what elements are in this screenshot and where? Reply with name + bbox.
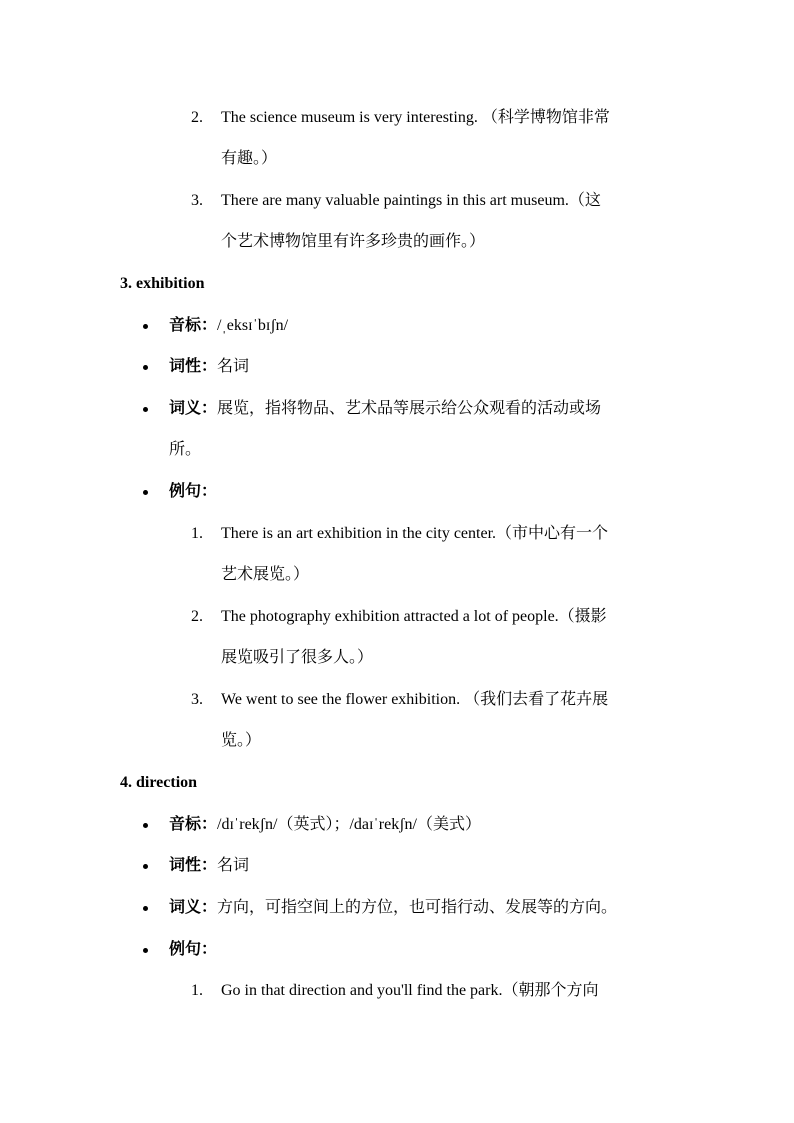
phonetic-value: /dɪˈrekʃn/（英式）；/daɪˈrekʃn/（美式） [217,816,481,833]
examples-label: 例句： [169,941,218,958]
example-text-cont: 艺术展览。） [221,566,310,583]
example-number: 1. [191,525,203,542]
pos-value: 名词 [217,857,250,874]
example-text-cont: 个艺术博物馆里有许多珍贵的画作。） [221,233,486,250]
example-text: There is an art exhibition in the city center.（市中心有一个 [221,525,609,542]
example-text: The science museum is very interesting. （科学博物馆非常 [221,109,610,126]
pos-label: 词性： [169,358,218,375]
pos-line [169,356,249,378]
phonetic-value: /ˌeksɪˈbɪʃn/ [217,317,289,334]
example-text-cont: 览。） [221,732,262,749]
example-number: 2. [191,608,203,625]
meaning-line [169,398,601,420]
phonetic-label: 音标： [169,816,218,833]
example-number: 3. [191,691,203,708]
meaning-label: 词义： [169,400,218,417]
pos-value: 名词 [217,358,250,375]
bullet-dot [143,365,148,370]
phonetic-line [169,814,481,836]
meaning-line [169,897,617,919]
examples-label: 例句： [169,483,218,500]
phonetic-line [169,315,288,337]
meaning-cont: 所。 [169,441,202,458]
phonetic-label: 音标： [169,317,218,334]
bullet-dot [143,906,148,911]
example-text: There are many valuable paintings in this art museum.（这 [221,192,601,209]
section-heading: 4. direction [120,774,198,791]
bullet-dot [143,407,148,412]
bullet-dot [143,948,148,953]
example-text: The photography exhibition attracted a lot of people.（摄影 [221,608,607,625]
meaning-value: 展览，指将物品、艺术品等展示给公众观看的活动或场 [217,400,602,417]
bullet-dot [143,324,148,329]
bullet-dot [143,864,148,869]
example-text: We went to see the flower exhibition. （我们去看了花卉展 [221,691,609,708]
example-text-cont: 有趣。） [221,150,278,167]
section-heading: 3. exhibition [120,275,205,292]
meaning-value: 方向，可指空间上的方位，也可指行动、发展等的方向。 [217,899,618,916]
pos-line [169,855,249,877]
pos-label: 词性： [169,857,218,874]
bullet-dot [143,490,148,495]
meaning-label: 词义： [169,899,218,916]
example-text: Go in that direction and you'll find the park.（朝那个方向 [221,982,599,999]
example-number: 1. [191,982,203,999]
example-number: 3. [191,192,203,209]
bullet-dot [143,823,148,828]
example-number: 2. [191,109,203,126]
example-text-cont: 展览吸引了很多人。） [221,649,374,666]
